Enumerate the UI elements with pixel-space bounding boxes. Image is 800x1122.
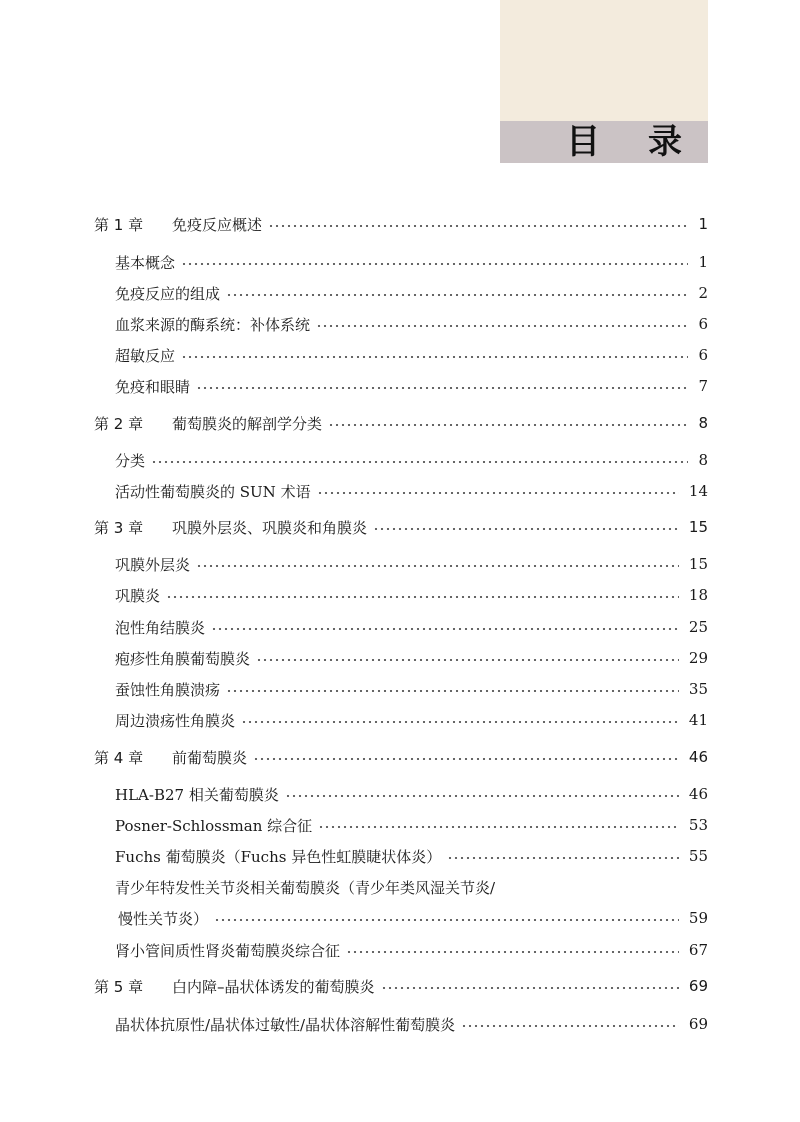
dot-leader <box>256 659 679 661</box>
dot-leader <box>316 325 688 327</box>
dot-leader <box>241 721 679 723</box>
dot-leader <box>373 528 679 530</box>
page-number: 53 <box>688 816 708 834</box>
dot-leader <box>381 987 679 989</box>
dot-leader <box>166 596 679 598</box>
section-title: 巩膜外层炎 <box>115 555 191 574</box>
section-title: Fuchs 葡萄膜炎（Fuchs 异色性虹膜睫状体炎） <box>115 847 442 866</box>
toc-section[interactable] <box>0 444 800 476</box>
dot-leader <box>196 565 679 567</box>
dot-leader <box>318 826 679 828</box>
section-title: 周边溃疡性角膜炎 <box>115 711 236 730</box>
section-title: 蚕蚀性角膜溃疡 <box>115 680 221 699</box>
page-number: 2 <box>698 284 708 302</box>
page-number: 46 <box>688 785 708 803</box>
page-number: 7 <box>698 377 708 395</box>
toc-section[interactable] <box>0 778 800 810</box>
toc-section[interactable] <box>0 246 800 278</box>
page-number: 15 <box>688 518 708 536</box>
toc-chapter-2[interactable] <box>0 407 800 439</box>
section-title: 血浆来源的酶系统：补体系统 <box>115 315 311 334</box>
dot-leader <box>317 492 679 494</box>
toc-chapter-1[interactable] <box>0 208 800 240</box>
toc-section[interactable] <box>0 809 800 841</box>
toc-chapter-4[interactable] <box>0 741 800 773</box>
dot-leader <box>285 795 679 797</box>
toc-section[interactable] <box>0 277 800 309</box>
page-number: 55 <box>688 847 708 865</box>
toc-section[interactable] <box>0 548 800 580</box>
section-title: 肾小管间质性肾炎葡萄膜炎综合征 <box>115 941 341 960</box>
page-number: 8 <box>698 451 708 469</box>
toc-section[interactable] <box>0 673 800 705</box>
section-title: 分类 <box>115 451 146 470</box>
page-number: 41 <box>688 711 708 729</box>
toc-section[interactable] <box>0 642 800 674</box>
section-title: 免疫和眼睛 <box>115 377 191 396</box>
toc-chapter-5[interactable] <box>0 970 800 1002</box>
page-title: 目 录 <box>566 122 700 162</box>
toc-section[interactable] <box>0 339 800 371</box>
chapter-number: 第 5 章 <box>94 977 144 996</box>
page-number: 15 <box>688 555 708 573</box>
dot-leader <box>226 294 688 296</box>
toc-section[interactable] <box>0 475 800 507</box>
section-title: 青少年特发性关节炎相关葡萄膜炎（青少年类风湿关节炎/ <box>115 878 496 897</box>
section-title: 基本概念 <box>115 253 176 272</box>
section-title: 超敏反应 <box>115 346 176 365</box>
page-number: 69 <box>688 977 708 995</box>
toc-section[interactable] <box>0 611 800 643</box>
dot-leader <box>461 1025 679 1027</box>
page-number: 14 <box>688 482 708 500</box>
page-number: 35 <box>688 680 708 698</box>
dot-leader <box>181 356 688 358</box>
dot-leader <box>253 758 679 760</box>
section-title: 泡性角结膜炎 <box>115 618 206 637</box>
toc-section[interactable] <box>0 1008 800 1040</box>
chapter-number: 第 3 章 <box>94 518 144 537</box>
section-title: HLA-B27 相关葡萄膜炎 <box>115 785 279 804</box>
toc-chapter-3[interactable] <box>0 511 800 543</box>
dot-leader <box>211 628 679 630</box>
page-number: 67 <box>688 941 708 959</box>
section-title: 疱疹性角膜葡萄膜炎 <box>115 649 251 668</box>
dot-leader <box>328 424 688 426</box>
dot-leader <box>214 919 679 921</box>
dot-leader <box>447 857 679 859</box>
page-number: 18 <box>688 586 708 604</box>
toc-section[interactable] <box>0 704 800 736</box>
dot-leader <box>196 387 688 389</box>
chapter-title: 白内障–晶状体诱发的葡萄膜炎 <box>172 977 375 996</box>
page-number: 25 <box>688 618 708 636</box>
page-number: 1 <box>698 215 708 233</box>
section-title: 免疫反应的组成 <box>115 284 221 303</box>
section-title-continuation: 慢性关节炎） <box>118 909 209 928</box>
chapter-title: 免疫反应概述 <box>172 215 263 234</box>
section-title: 活动性葡萄膜炎的 SUN 术语 <box>115 482 311 501</box>
page-number: 69 <box>688 1015 708 1033</box>
toc-section[interactable] <box>0 370 800 402</box>
toc-section[interactable] <box>0 934 800 966</box>
dot-leader <box>346 951 679 953</box>
dot-leader <box>268 225 688 227</box>
page-number: 46 <box>688 748 708 766</box>
toc-section[interactable] <box>0 579 800 611</box>
dot-leader <box>151 461 688 463</box>
chapter-number: 第 4 章 <box>94 748 144 767</box>
chapter-number: 第 2 章 <box>94 414 144 433</box>
toc-section[interactable] <box>0 308 800 340</box>
toc-section-line-2[interactable] <box>0 902 800 934</box>
chapter-title: 前葡萄膜炎 <box>172 748 248 767</box>
chapter-title: 巩膜外层炎、巩膜炎和角膜炎 <box>172 518 368 537</box>
toc-section[interactable] <box>0 840 800 872</box>
section-title: Posner-Schlossman 综合征 <box>115 816 313 835</box>
page-number: 1 <box>698 253 708 271</box>
page-number: 8 <box>698 414 708 432</box>
page-number: 6 <box>698 315 708 333</box>
section-title: 巩膜炎 <box>115 586 161 605</box>
page-number: 59 <box>688 909 708 927</box>
dot-leader <box>181 263 688 265</box>
chapter-number: 第 1 章 <box>94 215 144 234</box>
page-number: 29 <box>688 649 708 667</box>
toc-section-line-1[interactable] <box>0 871 800 903</box>
dot-leader <box>226 690 679 692</box>
section-title: 晶状体抗原性/晶状体过敏性/晶状体溶解性葡萄膜炎 <box>115 1015 456 1034</box>
chapter-title: 葡萄膜炎的解剖学分类 <box>172 414 323 433</box>
page-number: 6 <box>698 346 708 364</box>
